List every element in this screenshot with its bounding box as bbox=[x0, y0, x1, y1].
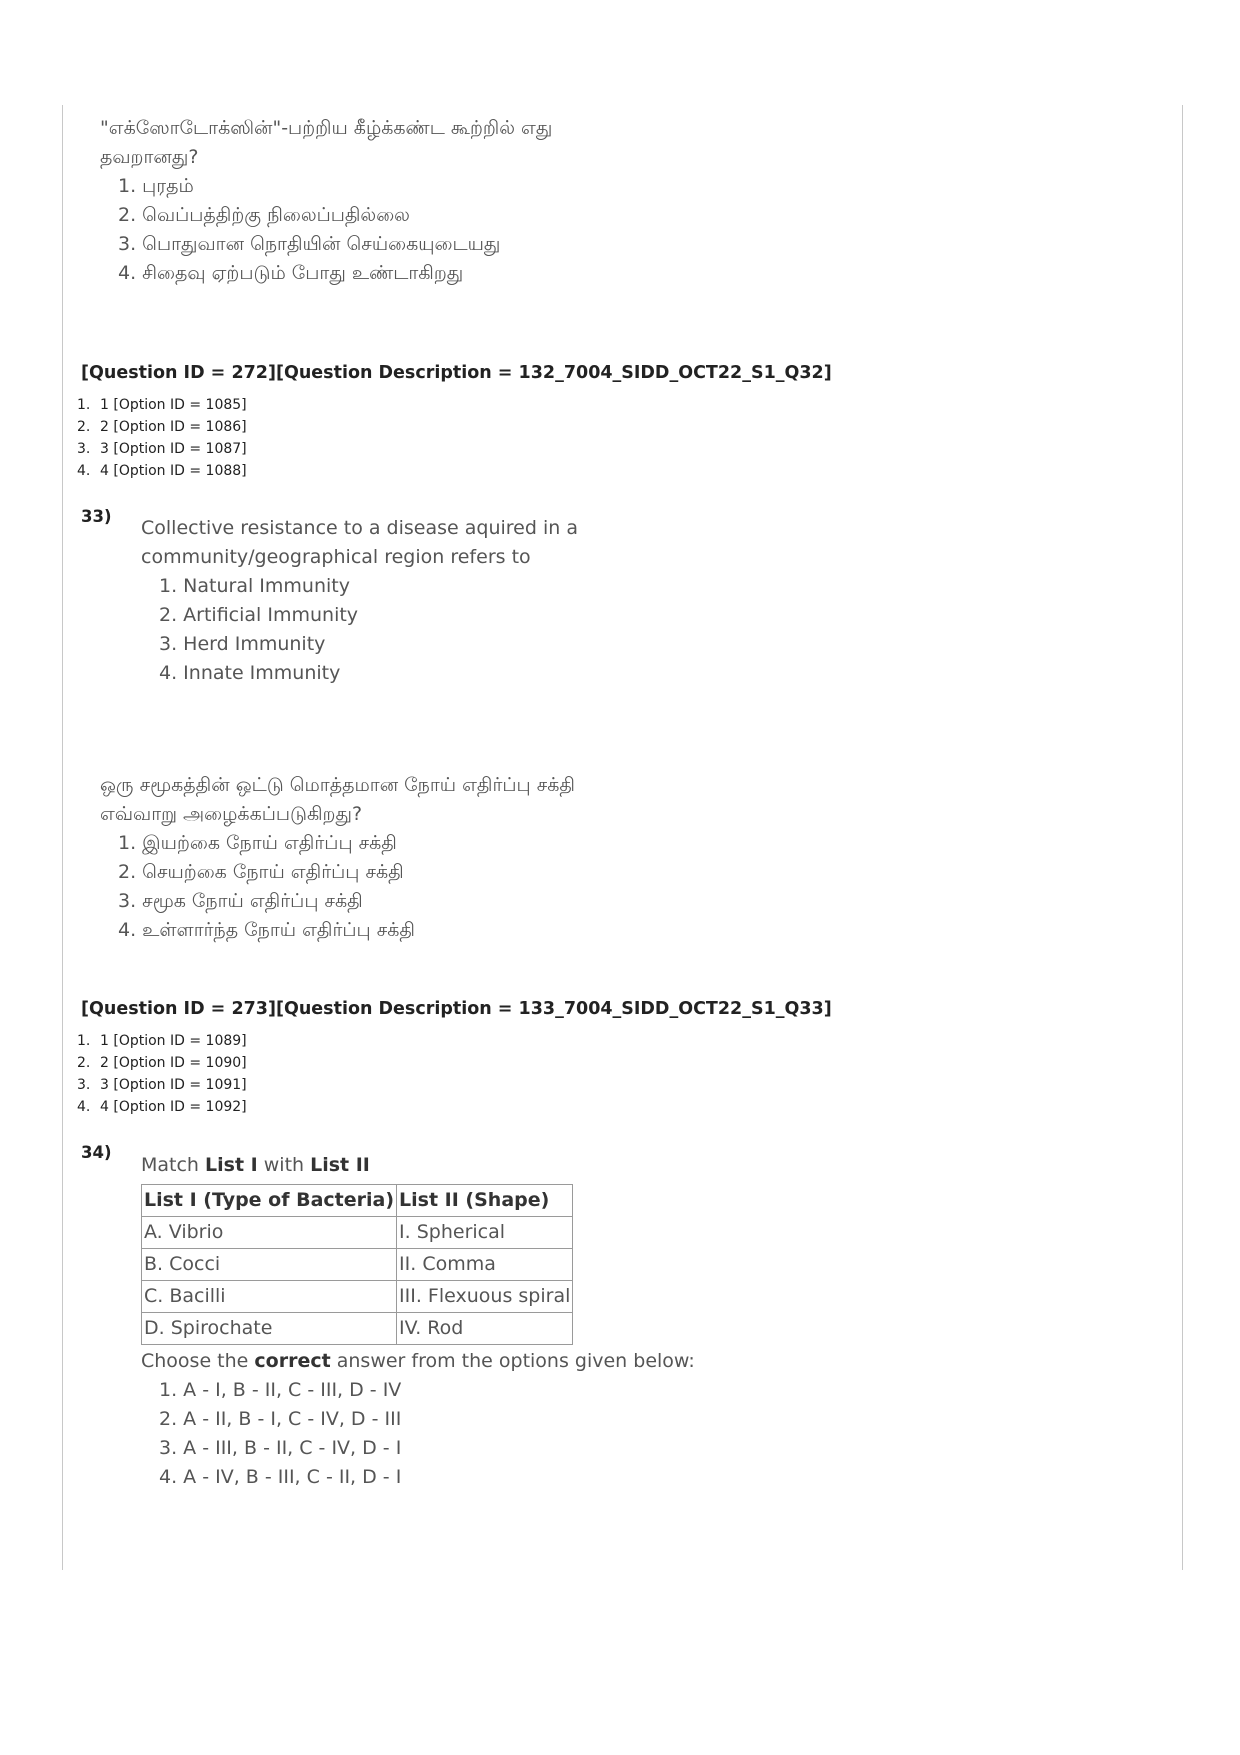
table-cell: III. Flexuous spiral bbox=[397, 1281, 573, 1313]
q34-match-instruction bbox=[141, 1151, 695, 1180]
table-row bbox=[142, 1217, 573, 1249]
q32-tamil-option-2: 2. வெப்பத்திற்கு நிலைப்பதில்லை bbox=[118, 204, 410, 226]
q32-option-id-item bbox=[77, 394, 247, 416]
table-header-list1: List I (Type of Bacteria) bbox=[142, 1185, 397, 1217]
q32-tamil-question-line2: தவறானது? bbox=[100, 146, 199, 168]
q33-tamil-option-1: 1. இயற்கை நோய் எதிர்ப்பு சக்தி bbox=[118, 832, 397, 854]
q32-option-num: 2. bbox=[77, 419, 91, 435]
table-row bbox=[142, 1313, 573, 1345]
q33-question-id-heading: [Question ID = 273][Question Description = 133_7004_SIDD_OCT22_S1_Q33] bbox=[81, 999, 832, 1019]
q34-choose-bold: correct bbox=[254, 1350, 331, 1372]
q33-option-1: 1. Natural Immunity bbox=[159, 575, 350, 597]
q34-number: 34) bbox=[81, 1143, 112, 1162]
q33-option-2: 2. Artificial Immunity bbox=[159, 604, 359, 626]
q32-option-id-list bbox=[77, 394, 247, 482]
q34-block bbox=[141, 1151, 695, 1492]
q32-meta-block bbox=[81, 363, 832, 383]
q33-number: 33) bbox=[81, 507, 112, 526]
q33-tamil-question-line1: ஒரு சமூகத்தின் ஒட்டு மொத்தமான நோய் எதிர்ப்பு சக்தி bbox=[100, 774, 575, 796]
q33-question-line1: Collective resistance to a disease aquired in a bbox=[141, 517, 578, 539]
q32-tamil-option-3: 3. பொதுவான நொதியின் செய்கையுடையது bbox=[118, 233, 501, 255]
table-row bbox=[142, 1249, 573, 1281]
q34-option-4: 4. A - IV, B - III, C - II, D - I bbox=[159, 1466, 402, 1488]
q33-option-text: 2 [Option ID = 1090] bbox=[100, 1055, 247, 1071]
table-cell: A. Vibrio bbox=[142, 1217, 397, 1249]
q33-option-text: 3 [Option ID = 1091] bbox=[100, 1077, 247, 1093]
q32-tamil-option-4: 4. சிதைவு ஏற்படும் போது உண்டாகிறது bbox=[118, 262, 464, 284]
q34-list1-label: List I bbox=[205, 1154, 258, 1176]
q33-tamil-option-3: 3. சமூக நோய் எதிர்ப்பு சக்தி bbox=[118, 890, 363, 912]
q33-option-text: 1 [Option ID = 1089] bbox=[100, 1033, 247, 1049]
q32-tamil-option-1: 1. புரதம் bbox=[118, 175, 194, 197]
q34-option-3: 3. A - III, B - II, C - IV, D - I bbox=[159, 1437, 402, 1459]
q32-question-id-heading: [Question ID = 272][Question Description = 132_7004_SIDD_OCT22_S1_Q32] bbox=[81, 363, 832, 383]
q33-option-id-item bbox=[77, 1030, 247, 1052]
table-cell: C. Bacilli bbox=[142, 1281, 397, 1313]
q32-option-id-item bbox=[77, 438, 247, 460]
q33-option-num: 2. bbox=[77, 1055, 91, 1071]
q34-options bbox=[141, 1376, 695, 1492]
q33-option-id-item bbox=[77, 1096, 247, 1118]
q32-option-id-item bbox=[77, 460, 247, 482]
q33-option-id-item bbox=[77, 1052, 247, 1074]
q34-choose-prefix: Choose the bbox=[141, 1350, 255, 1372]
q34-option-2: 2. A - II, B - I, C - IV, D - III bbox=[159, 1408, 402, 1430]
q33-tamil-option-4: 4. உள்ளார்ந்த நோய் எதிர்ப்பு சக்தி bbox=[118, 919, 415, 941]
q33-option-id-list bbox=[77, 1030, 247, 1118]
q33-option-num: 3. bbox=[77, 1077, 91, 1093]
q33-tamil-options bbox=[100, 829, 575, 945]
q32-option-text: 3 [Option ID = 1087] bbox=[100, 441, 247, 457]
q32-option-id-item bbox=[77, 416, 247, 438]
q33-option-num: 4. bbox=[77, 1099, 91, 1115]
q32-option-text: 2 [Option ID = 1086] bbox=[100, 419, 247, 435]
q33-tamil-block bbox=[100, 771, 575, 945]
q34-list2-label: List II bbox=[310, 1154, 370, 1176]
q32-option-text: 1 [Option ID = 1085] bbox=[100, 397, 247, 413]
q34-match-prefix: Match bbox=[141, 1154, 206, 1176]
q32-tamil-block bbox=[100, 114, 552, 288]
left-margin-line bbox=[62, 105, 63, 1570]
table-cell: II. Comma bbox=[397, 1249, 573, 1281]
q33-tamil-option-2: 2. செயற்கை நோய் எதிர்ப்பு சக்தி bbox=[118, 861, 404, 883]
table-cell: B. Cocci bbox=[142, 1249, 397, 1281]
q32-option-text: 4 [Option ID = 1088] bbox=[100, 463, 247, 479]
q34-choose-suffix: answer from the options given below: bbox=[330, 1350, 695, 1372]
q33-meta-block bbox=[81, 999, 832, 1019]
table-row bbox=[142, 1281, 573, 1313]
q34-with-word: with bbox=[257, 1154, 311, 1176]
q33-option-4: 4. Innate Immunity bbox=[159, 662, 341, 684]
q34-match-table bbox=[141, 1184, 573, 1345]
table-cell: D. Spirochate bbox=[142, 1313, 397, 1345]
table-cell: IV. Rod bbox=[397, 1313, 573, 1345]
q32-option-num: 1. bbox=[77, 397, 91, 413]
q33-option-num: 1. bbox=[77, 1033, 91, 1049]
table-header-list2: List II (Shape) bbox=[397, 1185, 573, 1217]
q33-block bbox=[141, 514, 578, 688]
q34-option-1: 1. A - I, B - II, C - III, D - IV bbox=[159, 1379, 402, 1401]
q33-options bbox=[141, 572, 578, 688]
q32-option-num: 3. bbox=[77, 441, 91, 457]
q33-option-3: 3. Herd Immunity bbox=[159, 633, 326, 655]
q33-option-id-item bbox=[77, 1074, 247, 1096]
right-margin-line bbox=[1182, 105, 1183, 1570]
q32-tamil-question-line1: "எக்ஸோடோக்ஸின்"-பற்றிய கீழ்க்கண்ட கூற்றில் எது bbox=[100, 117, 553, 139]
q34-choose-instruction bbox=[141, 1347, 695, 1376]
q33-tamil-question-line2: எவ்வாறு அழைக்கப்படுகிறது? bbox=[100, 803, 363, 825]
q32-option-num: 4. bbox=[77, 463, 91, 479]
table-header-row bbox=[142, 1185, 573, 1217]
q33-question-line2: community/geographical region refers to bbox=[141, 546, 531, 568]
q33-option-text: 4 [Option ID = 1092] bbox=[100, 1099, 247, 1115]
q32-tamil-options bbox=[100, 172, 552, 288]
table-cell: I. Spherical bbox=[397, 1217, 573, 1249]
